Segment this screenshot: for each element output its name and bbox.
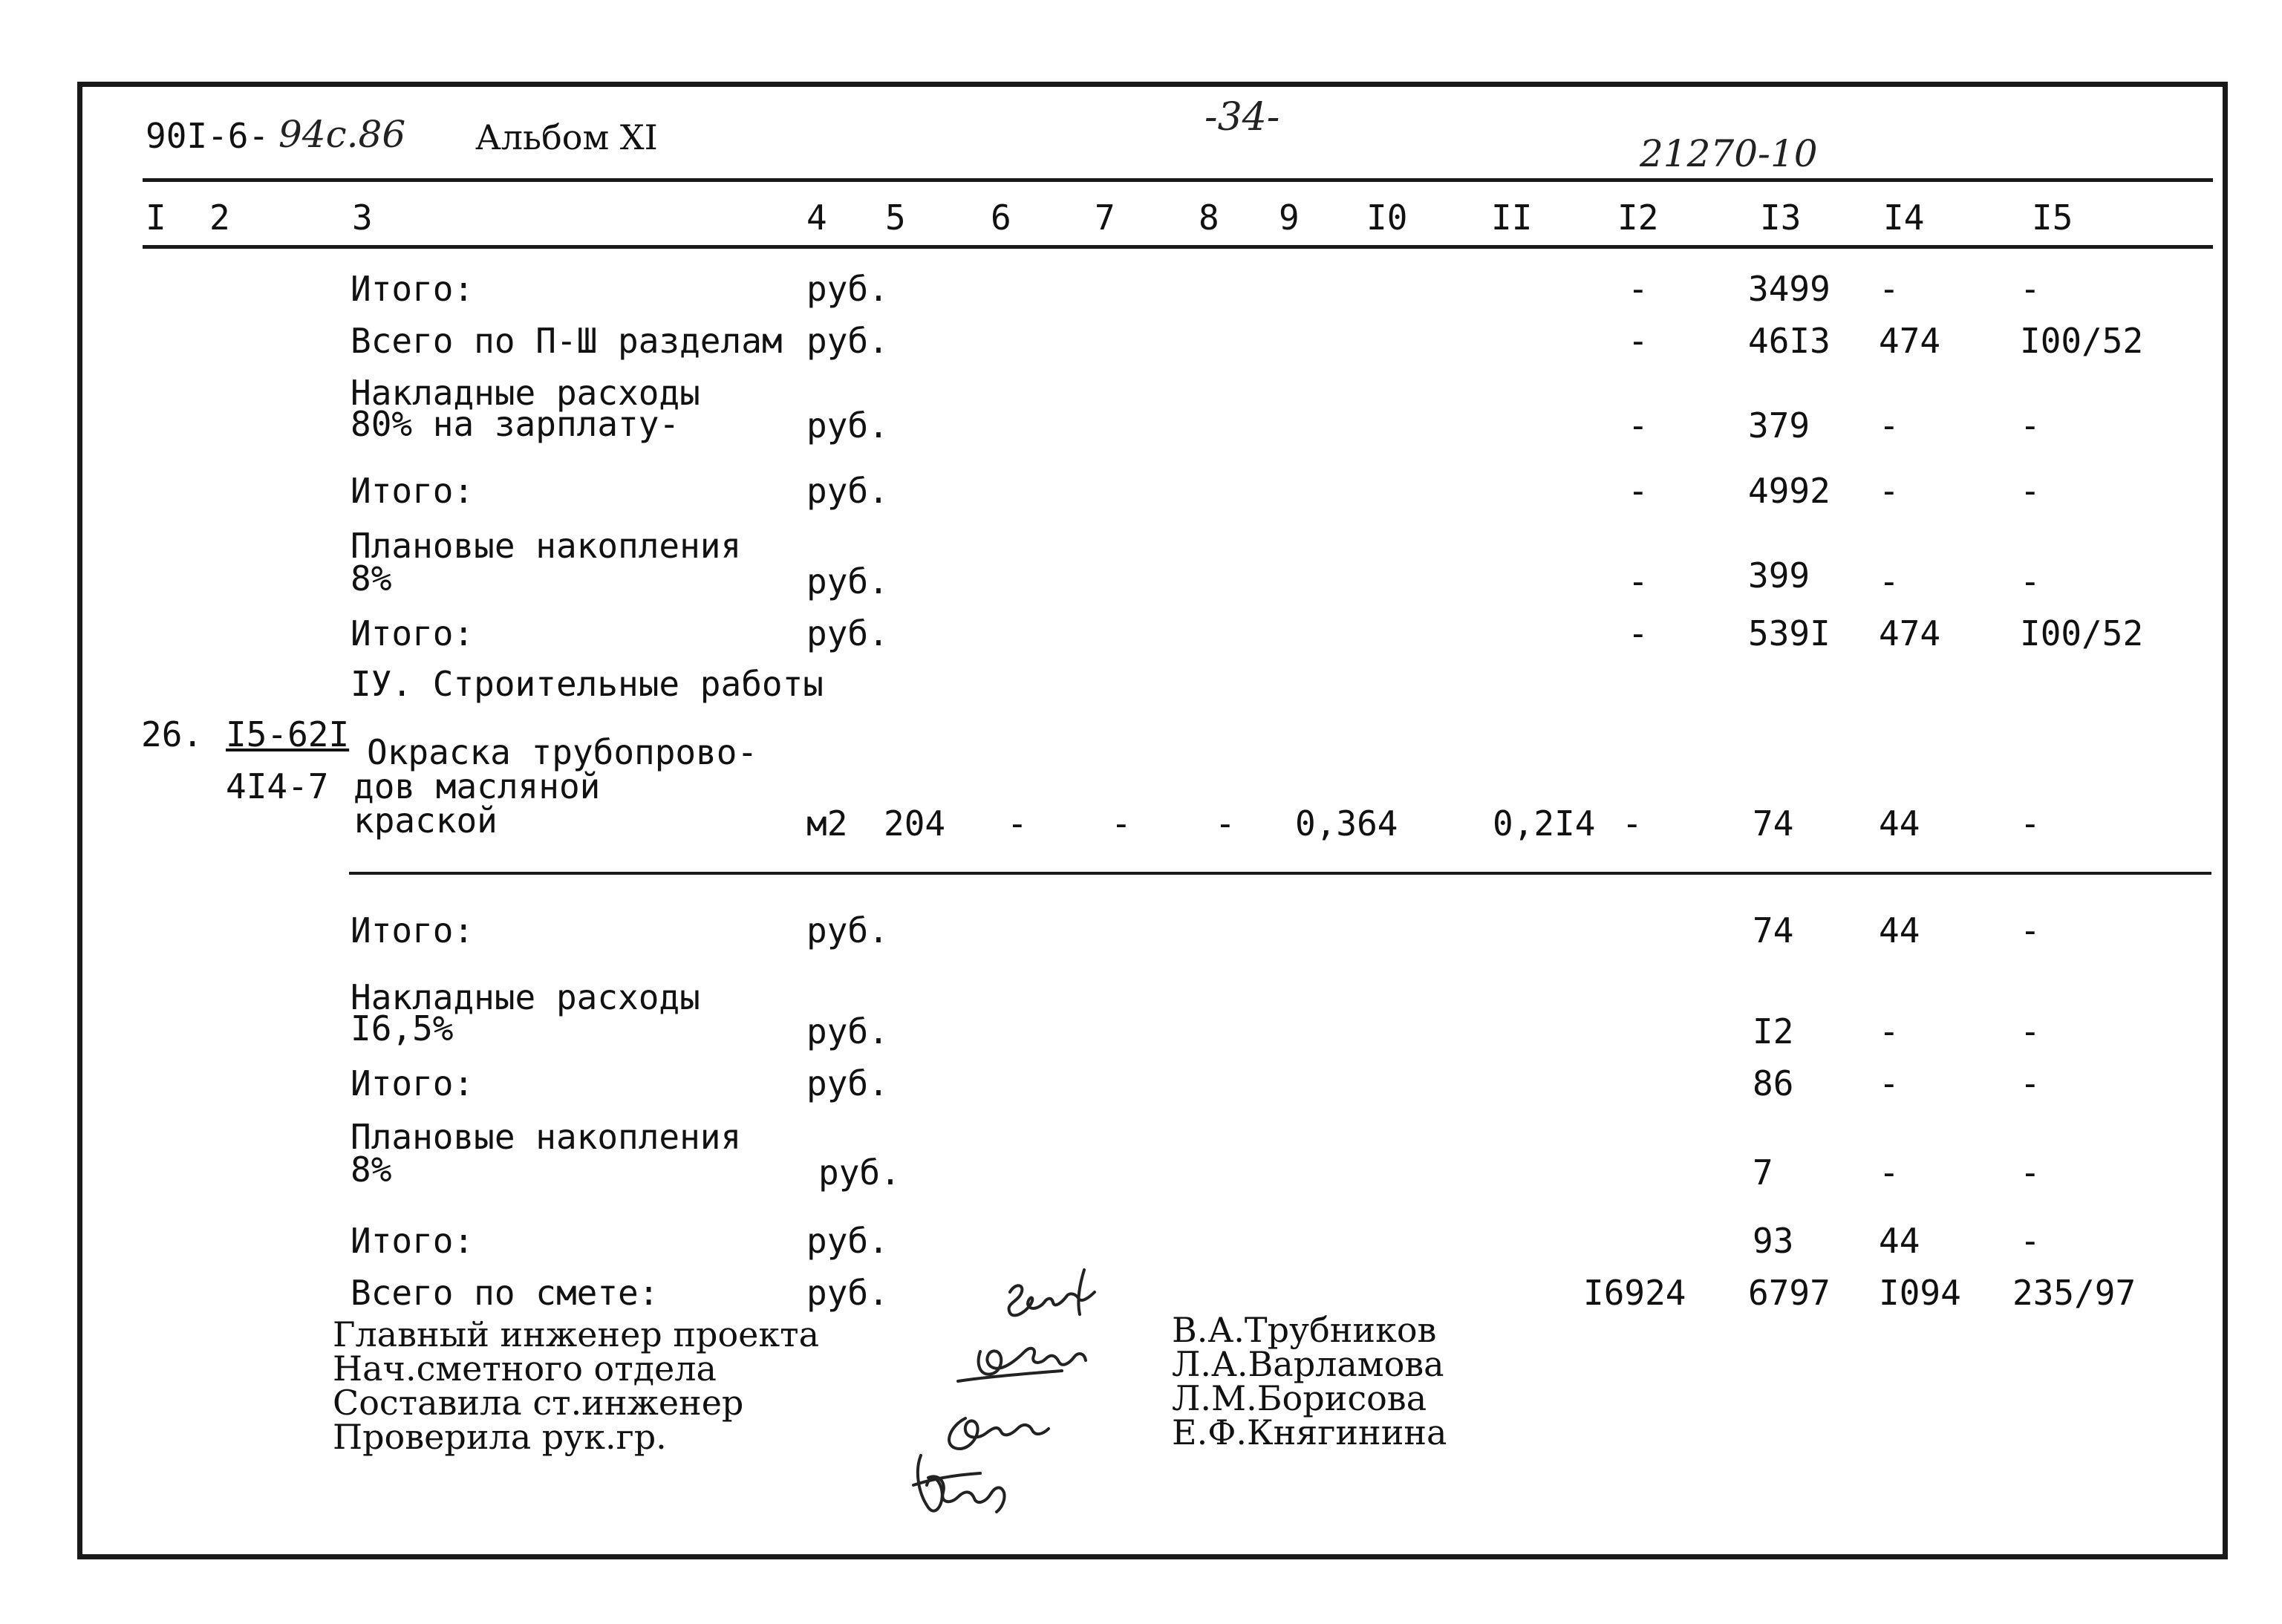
item-c11: 0,2I4	[1493, 803, 1596, 844]
signer-role: Составила ст.инженер	[333, 1383, 744, 1423]
row-name-line2: I6,5%	[351, 1008, 454, 1049]
row-unit: руб.	[806, 1063, 889, 1103]
album-label: Альбом XI	[475, 117, 658, 157]
row-c14: -	[1879, 561, 1900, 601]
col-num-13: I3	[1760, 198, 1802, 238]
item-rule	[349, 872, 2211, 875]
signer-role: Проверила рук.гр.	[333, 1417, 667, 1457]
row-c13: 7	[1753, 1152, 1773, 1193]
row-c15: -	[2020, 561, 2041, 601]
signer-name: Л.М.Борисова	[1172, 1378, 1427, 1418]
row-unit: руб.	[806, 561, 889, 601]
row-unit: руб.	[806, 910, 889, 950]
row-name: Плановые накопления	[351, 526, 742, 566]
row-c12: -	[1628, 561, 1649, 601]
signature-stroke	[1009, 1270, 1095, 1315]
columns-rule	[143, 245, 2213, 249]
item-name-line2: дов масляной	[353, 766, 601, 806]
row-name: Итого:	[351, 613, 475, 653]
row-c14: 44	[1879, 1221, 1920, 1261]
signature-stroke	[913, 1455, 1005, 1512]
handwritten-signatures	[899, 1262, 1210, 1530]
row-unit: руб.	[806, 269, 889, 309]
row-name-line2: 8%	[351, 558, 392, 599]
total-name: Всего по смете:	[351, 1273, 659, 1313]
signature-stroke	[949, 1418, 1049, 1449]
row-name-line2: 8%	[351, 1149, 392, 1190]
row-c15: -	[2020, 910, 2041, 950]
total-c13: 6797	[1748, 1273, 1831, 1313]
total-unit: руб.	[806, 1273, 889, 1313]
signer-name: Л.А.Варламова	[1172, 1344, 1444, 1384]
item-c13: 74	[1753, 803, 1794, 844]
row-name: Всего по П-Ш разделам	[351, 321, 783, 361]
row-c14: 474	[1879, 613, 1941, 653]
row-c13: 399	[1748, 555, 1810, 596]
item-c9-10: 0,364	[1295, 803, 1398, 844]
row-unit: руб.	[818, 1152, 901, 1193]
item-number: 26.	[141, 714, 203, 754]
row-name: Итого:	[351, 1063, 475, 1103]
row-c15: -	[2020, 1221, 2041, 1261]
row-unit: руб.	[806, 471, 889, 511]
row-c13: 379	[1748, 405, 1810, 446]
row-c14: -	[1879, 1152, 1900, 1193]
row-name: Итого:	[351, 269, 475, 309]
row-unit: руб.	[806, 405, 889, 446]
row-c13: 4992	[1748, 471, 1831, 511]
item-c8: -	[1215, 803, 1236, 844]
col-num-11: II	[1491, 198, 1533, 238]
col-num-8: 8	[1199, 198, 1219, 238]
row-unit: руб.	[806, 1011, 889, 1051]
total-c15: 235/97	[2012, 1273, 2136, 1313]
row-c13: 3499	[1748, 269, 1831, 309]
row-unit: руб.	[806, 321, 889, 361]
row-c14: -	[1879, 1011, 1900, 1051]
doc-code-handwritten: 94с.86	[278, 113, 406, 156]
signer-name: Е.Ф.Княгинина	[1172, 1412, 1447, 1452]
row-c12: -	[1628, 405, 1649, 446]
row-c14: -	[1879, 405, 1900, 446]
col-num-7: 7	[1095, 198, 1115, 238]
row-c14: 474	[1879, 321, 1941, 361]
row-c12: -	[1628, 269, 1649, 309]
row-c14: -	[1879, 471, 1900, 511]
doc-code: 90I-6-	[146, 116, 270, 156]
row-name: Накладные расходы	[351, 373, 700, 413]
signer-role: Главный инженер проекта	[333, 1314, 820, 1354]
row-c13: 46I3	[1748, 321, 1831, 361]
row-c15: -	[2020, 1152, 2041, 1193]
row-c12: -	[1628, 613, 1649, 653]
row-name: Итого:	[351, 471, 475, 511]
row-c15: -	[2020, 405, 2041, 446]
item-c14: 44	[1879, 803, 1920, 844]
col-num-6: 6	[991, 198, 1011, 238]
row-name: Итого:	[351, 910, 475, 950]
row-c13: 539I	[1748, 613, 1831, 653]
total-c12: I6924	[1583, 1273, 1686, 1313]
section-title: IУ. Строительные работы	[351, 664, 824, 704]
row-c15: I00/52	[2020, 321, 2144, 361]
item-code: I5-62I	[226, 714, 350, 754]
row-name: Накладные расходы	[351, 977, 700, 1017]
row-c13: I2	[1753, 1011, 1794, 1051]
sheet-code: 21270-10	[1640, 132, 1818, 175]
signature-stroke	[958, 1349, 1086, 1381]
row-c15: -	[2020, 269, 2041, 309]
row-c14: -	[1879, 1063, 1900, 1103]
row-unit: руб.	[806, 1221, 889, 1261]
row-c15: I00/52	[2020, 613, 2144, 653]
signer-role: Нач.сметного отдела	[333, 1349, 717, 1389]
row-c12: -	[1628, 471, 1649, 511]
row-c15: -	[2020, 1011, 2041, 1051]
row-c14: -	[1879, 269, 1900, 309]
col-num-15: I5	[2032, 198, 2073, 238]
item-code-2: 4I4-7	[226, 766, 329, 806]
col-num-2: 2	[209, 198, 230, 238]
row-name: Итого:	[351, 1221, 475, 1261]
col-num-1: I	[146, 198, 166, 238]
row-c13: 93	[1753, 1221, 1794, 1261]
col-num-5: 5	[885, 198, 906, 238]
col-num-14: I4	[1883, 198, 1925, 238]
item-c7: -	[1111, 803, 1132, 844]
row-c15: -	[2020, 1063, 2041, 1103]
page-number: -34-	[1204, 95, 1280, 140]
col-num-4: 4	[806, 198, 827, 238]
row-c14: 44	[1879, 910, 1920, 950]
row-unit: руб.	[806, 613, 889, 653]
item-name-line3: краской	[353, 800, 498, 841]
col-num-9: 9	[1279, 198, 1300, 238]
col-num-10: I0	[1366, 198, 1408, 238]
col-num-12: I2	[1617, 198, 1659, 238]
row-name-line2: 80% на зарплату-	[351, 404, 680, 444]
item-qty: 204	[884, 803, 946, 844]
item-c15: -	[2020, 803, 2041, 844]
item-unit: м2	[806, 803, 848, 844]
item-name: Окраска трубопрово-	[367, 732, 758, 772]
header-rule	[143, 178, 2213, 182]
row-c15: -	[2020, 471, 2041, 511]
item-c6: -	[1007, 803, 1028, 844]
col-num-3: 3	[352, 198, 373, 238]
item-c12: -	[1622, 803, 1643, 844]
row-c13: 74	[1753, 910, 1794, 950]
signer-name: В.А.Трубников	[1172, 1310, 1437, 1350]
row-name: Плановые накопления	[351, 1117, 742, 1157]
row-c12: -	[1628, 321, 1649, 361]
total-c14: I094	[1879, 1273, 1961, 1313]
row-c13: 86	[1753, 1063, 1794, 1103]
